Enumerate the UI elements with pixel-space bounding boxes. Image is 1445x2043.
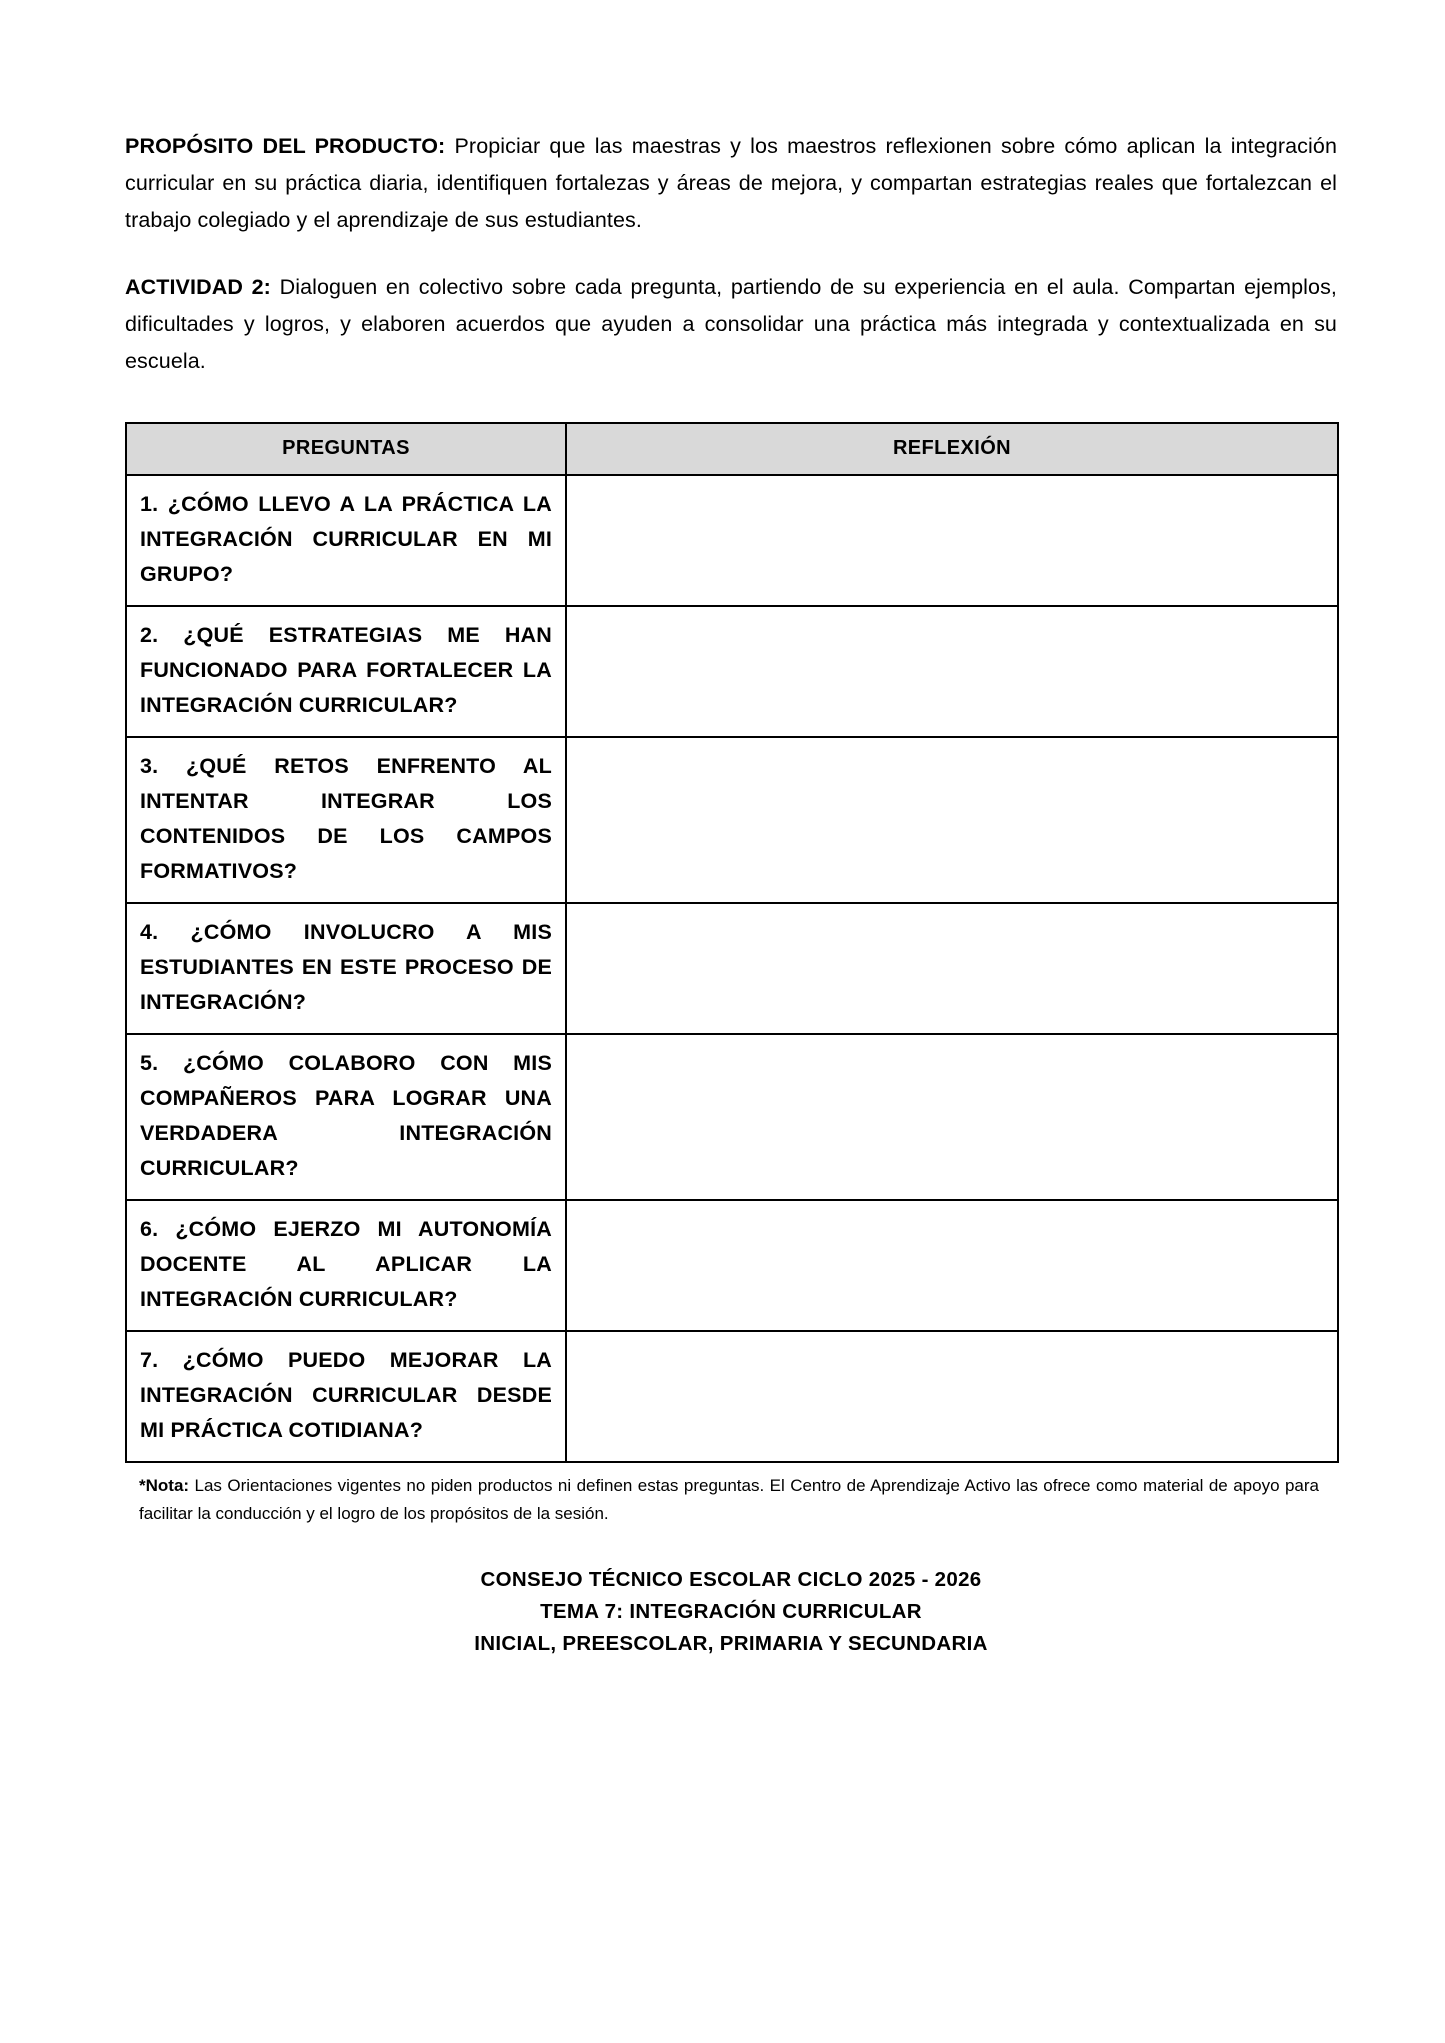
table-header-row: [126, 423, 1338, 475]
table-head: [126, 423, 1338, 475]
activity-text: Dialoguen en colectivo sobre cada pregunta, partiendo de su experiencia en el aula. Compartan ejemplos, dificultades y logros, y elaboren acuerdos que ayuden a consolidar una práctica más integrada y contextualizada en su escuela.: [125, 275, 1338, 373]
purpose-paragraph: [125, 128, 1337, 239]
question-cell-6: [126, 1200, 566, 1331]
document-footer: [125, 1564, 1337, 1660]
question-text: 4. ¿CÓMO INVOLUCRO A MIS ESTUDIANTES EN ESTE PROCESO DE INTEGRACIÓN?: [140, 920, 552, 1014]
table-body: [126, 475, 1338, 1462]
reflection-cell-4[interactable]: [566, 903, 1338, 1034]
table-row: [126, 1331, 1338, 1462]
footer-line-cycle: CONSEJO TÉCNICO ESCOLAR CICLO 2025 - 2026: [480, 1568, 982, 1591]
footer-line-levels: INICIAL, PREESCOLAR, PRIMARIA Y SECUNDARIA: [474, 1632, 988, 1655]
reflection-cell-5[interactable]: [566, 1034, 1338, 1200]
purpose-label: PROPÓSITO DEL PRODUCTO:: [125, 134, 446, 158]
question-text: 5. ¿CÓMO COLABORO CON MIS COMPAÑEROS PARA LOGRAR UNA VERDADERA INTEGRACIÓN CURRICULAR?: [140, 1051, 552, 1180]
question-cell-1: [126, 475, 566, 606]
reflection-cell-7[interactable]: [566, 1331, 1338, 1462]
reflection-cell-1[interactable]: [566, 475, 1338, 606]
question-text: 7. ¿CÓMO PUEDO MEJORAR LA INTEGRACIÓN CURRICULAR DESDE MI PRÁCTICA COTIDIANA?: [140, 1348, 552, 1442]
document-content: [125, 128, 1337, 1660]
question-cell-5: [126, 1034, 566, 1200]
activity-paragraph: [125, 269, 1337, 380]
reflection-cell-6[interactable]: [566, 1200, 1338, 1331]
question-cell-7: [126, 1331, 566, 1462]
reflection-cell-2[interactable]: [566, 606, 1338, 737]
column-header-questions: PREGUNTAS: [126, 423, 566, 475]
question-text: 6. ¿CÓMO EJERZO MI AUTONOMÍA DOCENTE AL APLICAR LA INTEGRACIÓN CURRICULAR?: [140, 1217, 552, 1311]
note-paragraph: [139, 1472, 1319, 1528]
reflection-table-wrapper: [125, 422, 1337, 1463]
reflection-cell-3[interactable]: [566, 737, 1338, 903]
table-row: [126, 475, 1338, 606]
purpose-text: Propiciar que las maestras y los maestros reflexionen sobre cómo aplican la integración curricular en su práctica diaria, identifiquen fortalezas y áreas de mejora, y compartan estrategias reales que fortalezcan el trabajo colegiado y el aprendizaje de sus estudiantes.: [125, 134, 1337, 232]
note-label: *Nota:: [139, 1476, 190, 1495]
table-row: [126, 606, 1338, 737]
question-cell-2: [126, 606, 566, 737]
reflection-table: [125, 422, 1339, 1463]
table-row: [126, 737, 1338, 903]
table-row: [126, 1034, 1338, 1200]
question-text: 2. ¿QUÉ ESTRATEGIAS ME HAN FUNCIONADO PARA FORTALECER LA INTEGRACIÓN CURRICULAR?: [140, 623, 552, 717]
activity-label: ACTIVIDAD 2:: [125, 275, 271, 299]
question-text: 3. ¿QUÉ RETOS ENFRENTO AL INTENTAR INTEGRAR LOS CONTENIDOS DE LOS CAMPOS FORMATIVOS?: [140, 754, 552, 883]
column-header-reflection: REFLEXIÓN: [566, 423, 1338, 475]
note-text: Las Orientaciones vigentes no piden productos ni definen estas preguntas. El Centro de Aprendizaje Activo las ofrece como material de apoyo para facilitar la conducción y el logro de los propósitos de la sesión.: [139, 1476, 1319, 1523]
footer-line-theme: TEMA 7: INTEGRACIÓN CURRICULAR: [540, 1600, 922, 1623]
question-text: 1. ¿CÓMO LLEVO A LA PRÁCTICA LA INTEGRACIÓN CURRICULAR EN MI GRUPO?: [140, 492, 552, 586]
question-cell-4: [126, 903, 566, 1034]
table-row: [126, 903, 1338, 1034]
table-row: [126, 1200, 1338, 1331]
question-cell-3: [126, 737, 566, 903]
